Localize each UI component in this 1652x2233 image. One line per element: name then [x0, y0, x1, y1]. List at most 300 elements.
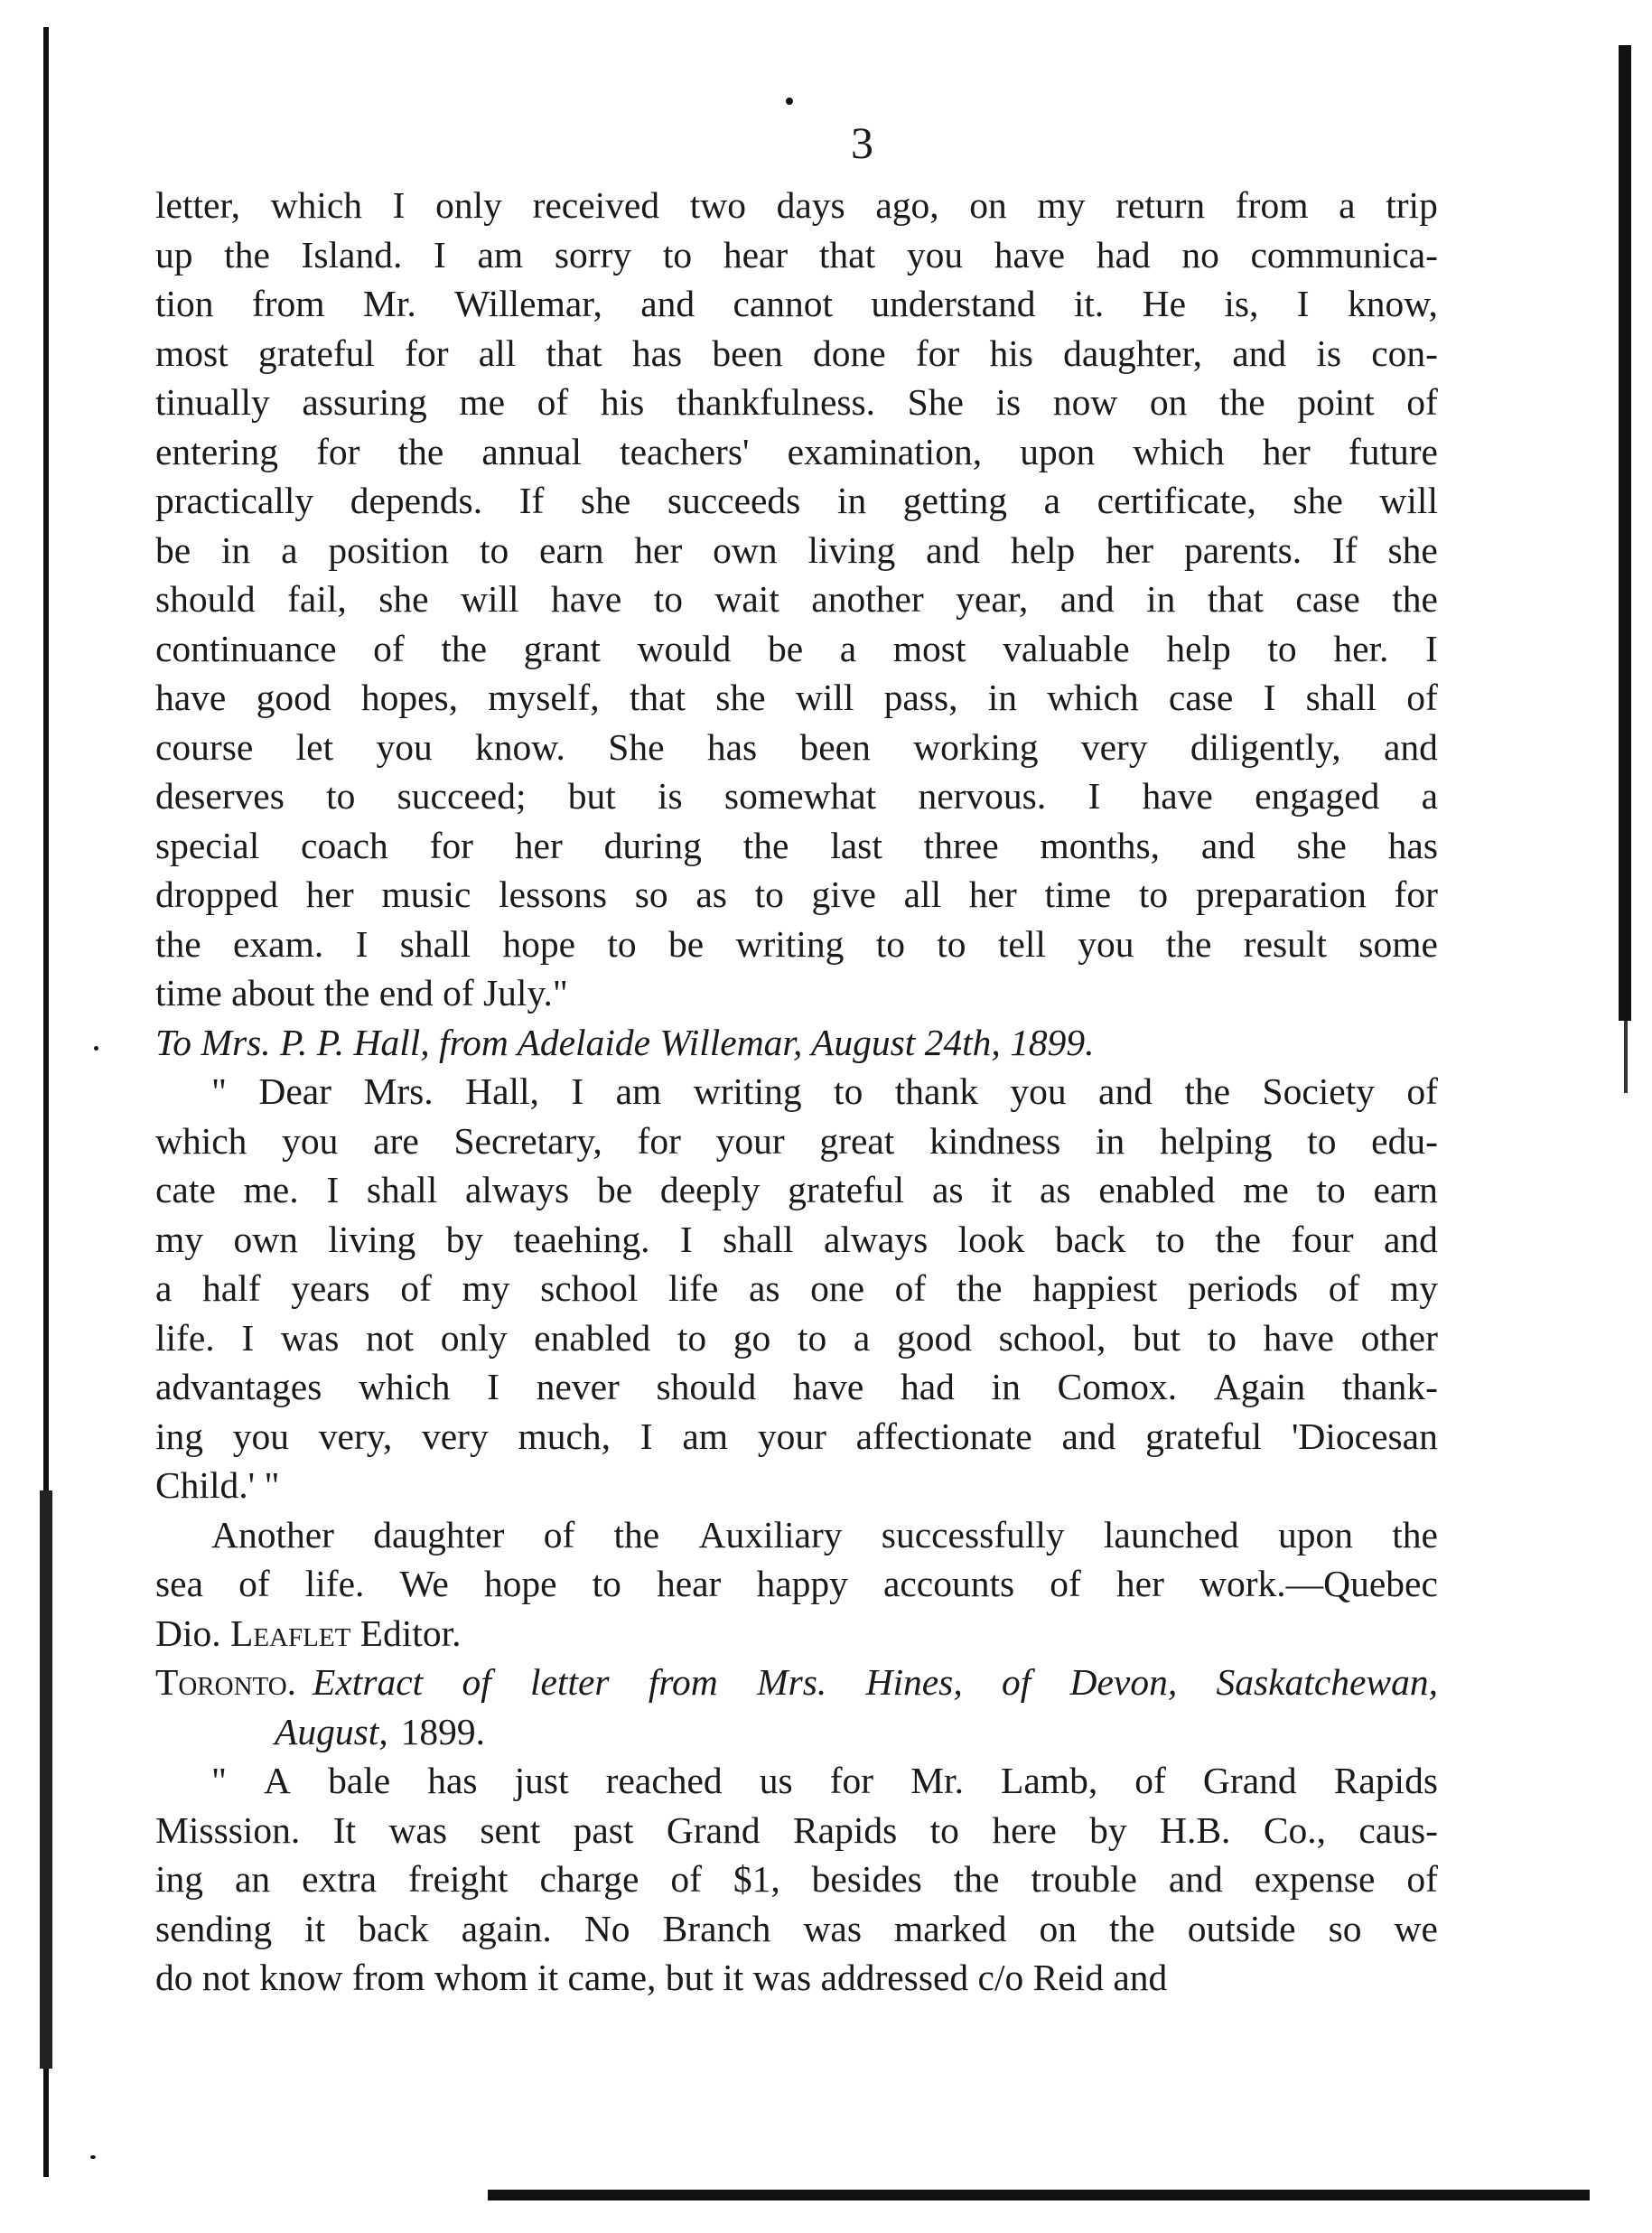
word: his: [989, 332, 1033, 374]
word: help: [1166, 627, 1231, 669]
word: diligently,: [1190, 725, 1341, 768]
word: He: [1142, 283, 1187, 324]
word: earn: [539, 528, 604, 571]
word: and: [1059, 578, 1115, 620]
word: case: [1168, 677, 1234, 718]
word: very: [421, 1415, 489, 1457]
word: I: [639, 1415, 653, 1457]
heading-place: Toronto.: [155, 1661, 297, 1703]
word: of: [373, 627, 405, 669]
word: to: [479, 528, 509, 571]
word: hope: [483, 1563, 557, 1604]
word: grateful: [257, 332, 375, 374]
word: back: [1054, 1218, 1126, 1260]
word: is: [995, 381, 1022, 423]
word: by: [445, 1218, 484, 1260]
word: have: [155, 677, 227, 718]
word: will: [1379, 480, 1438, 521]
word: we: [1394, 1907, 1438, 1949]
word: another: [811, 578, 924, 620]
word: helping: [1159, 1119, 1273, 1162]
word: look: [957, 1218, 1025, 1260]
word: from: [251, 283, 325, 324]
word: No: [583, 1907, 630, 1949]
word: besides: [811, 1858, 922, 1900]
word: cannot: [733, 283, 834, 324]
word: kindness: [929, 1119, 1061, 1162]
word: pass,: [883, 677, 958, 718]
word: coach: [301, 824, 388, 866]
word: reached: [605, 1760, 723, 1801]
word: work.—Quebec: [1199, 1563, 1438, 1604]
word: special: [155, 824, 260, 866]
word: Mrs.: [363, 1070, 434, 1112]
word: happy: [756, 1563, 848, 1604]
letter-heading-date: [155, 1707, 1438, 1757]
word: me: [459, 381, 506, 423]
word: four: [1291, 1218, 1354, 1260]
word: are: [373, 1119, 419, 1162]
word: living: [807, 528, 896, 571]
word: deeply: [659, 1169, 761, 1210]
word: ing: [155, 1415, 204, 1457]
word: It: [332, 1808, 357, 1851]
body-text: [155, 181, 1438, 2003]
word: the: [1108, 1907, 1155, 1949]
word: expense: [1254, 1858, 1376, 1900]
word: but: [567, 775, 616, 817]
word: the: [155, 922, 201, 965]
word: the: [1219, 381, 1265, 423]
text-line: [155, 1313, 1438, 1363]
word: was: [803, 1907, 862, 1949]
word: half: [202, 1267, 261, 1309]
word: some: [1358, 922, 1438, 965]
word: Grand: [1202, 1760, 1297, 1801]
word: launched: [1103, 1513, 1239, 1556]
text-line: [155, 1264, 1438, 1313]
word: She: [608, 725, 665, 768]
word: Society: [1262, 1070, 1375, 1112]
word: sending: [155, 1907, 273, 1949]
word: to: [929, 1808, 959, 1851]
word: point: [1297, 381, 1375, 423]
word: been: [799, 725, 871, 768]
scan-edge-bottom: [488, 2190, 1590, 2200]
word: of: [543, 1513, 575, 1556]
word: Dear: [258, 1070, 332, 1112]
word: periods: [1188, 1267, 1299, 1309]
word: to: [754, 874, 784, 915]
word: exam.: [233, 922, 324, 965]
word: an: [234, 1858, 271, 1900]
word: succeed;: [397, 775, 527, 817]
word: have: [550, 578, 622, 620]
text-line: [155, 624, 1438, 674]
word: in: [221, 528, 251, 571]
word: letter,: [155, 184, 240, 226]
word: for: [1394, 874, 1438, 915]
word: year,: [956, 578, 1029, 620]
word: thank-: [1341, 1366, 1438, 1407]
word: all: [903, 874, 942, 915]
leaflet-smallcaps: Leaflet: [230, 1612, 351, 1654]
word: of: [1406, 1858, 1438, 1900]
word: of: [462, 1661, 491, 1703]
word: I: [571, 1070, 584, 1112]
word: on: [969, 184, 1007, 226]
word: is: [1316, 332, 1341, 374]
word: the: [1165, 922, 1212, 965]
word: has: [1387, 824, 1438, 866]
word: months,: [1040, 824, 1161, 866]
word: to: [592, 1563, 621, 1604]
word: have: [1142, 775, 1213, 817]
word: I: [1087, 775, 1101, 817]
word: Willemar,: [454, 283, 602, 324]
word: will: [795, 677, 854, 718]
word: course: [155, 725, 254, 768]
scan-edge-right: [1619, 45, 1631, 1021]
word: of: [1406, 677, 1438, 718]
page-number: 3: [851, 117, 873, 168]
word: always: [823, 1218, 929, 1260]
word: caus-: [1358, 1808, 1438, 1851]
scan-speck: [786, 98, 793, 105]
word: to: [937, 922, 966, 965]
word: position: [328, 528, 450, 571]
text-line: [155, 279, 1438, 329]
word: was: [280, 1316, 340, 1359]
word: most: [892, 627, 966, 669]
word: Island.: [301, 233, 403, 276]
word: up: [155, 233, 193, 276]
word: shall: [1305, 677, 1377, 718]
word: Hines,: [865, 1661, 963, 1703]
word: give: [811, 874, 876, 915]
word: Another: [211, 1513, 334, 1556]
word: grateful: [788, 1169, 905, 1210]
word: of: [1328, 1267, 1360, 1309]
word: me.: [243, 1169, 299, 1210]
word: upon: [1277, 1513, 1353, 1556]
word: succeeds: [667, 480, 801, 521]
word: deserves: [155, 775, 285, 817]
word: freight: [407, 1858, 509, 1900]
word: Again: [1213, 1366, 1306, 1407]
word: living: [328, 1218, 416, 1260]
word: me: [1243, 1169, 1289, 1210]
word: always: [464, 1169, 570, 1210]
text-line: [155, 723, 1438, 772]
scan-speck: [94, 1046, 98, 1051]
scan-edge-right-lower: [1624, 1021, 1628, 1093]
word: to: [677, 1316, 707, 1359]
word: her.: [1333, 627, 1389, 669]
text-line: [155, 870, 1438, 920]
word: a: [1421, 775, 1438, 817]
word: is: [658, 775, 683, 817]
word: you: [906, 233, 964, 276]
word: one: [810, 1267, 865, 1309]
text-line: [155, 920, 1438, 969]
word: bale: [328, 1760, 391, 1801]
word: case: [1295, 578, 1360, 620]
text-line: [155, 378, 1438, 427]
word: life.: [155, 1316, 215, 1359]
word: assuring: [302, 381, 427, 423]
word: result: [1243, 922, 1327, 965]
word: Branch: [662, 1907, 771, 1949]
word: I: [392, 184, 406, 226]
word: go: [733, 1316, 771, 1359]
word: it: [991, 1169, 1013, 1210]
word: which: [359, 1366, 451, 1407]
word: as: [1040, 1169, 1071, 1210]
word: happiest: [1032, 1267, 1158, 1309]
text-line: [155, 1165, 1438, 1215]
word: my: [462, 1267, 510, 1309]
word: Secretary,: [453, 1119, 602, 1162]
word: communica-: [1250, 233, 1438, 276]
word: so: [634, 874, 668, 915]
text-line: [155, 1609, 1438, 1658]
word: preparation: [1195, 874, 1367, 915]
word: the: [1215, 1218, 1262, 1260]
word: somewhat: [723, 775, 877, 817]
word: the: [441, 627, 488, 669]
word: for: [915, 332, 960, 374]
word: upon: [1020, 430, 1096, 472]
word: hope: [502, 922, 576, 965]
text-line: [155, 1953, 1438, 2003]
word: now: [1052, 381, 1118, 423]
word: examination,: [787, 430, 983, 472]
word: school,: [998, 1316, 1106, 1359]
word: and: [1200, 824, 1255, 866]
text-line: [155, 230, 1438, 280]
word: extra: [302, 1858, 378, 1900]
word: be: [668, 922, 705, 965]
word: to: [875, 922, 905, 965]
word: H.B.: [1160, 1808, 1231, 1851]
word: the: [1184, 1070, 1231, 1112]
word: will: [460, 578, 519, 620]
word: on: [1149, 381, 1188, 423]
word: the: [613, 1513, 660, 1556]
word: all: [478, 332, 517, 374]
word: as: [695, 874, 727, 915]
word: school: [540, 1267, 639, 1309]
word: here: [992, 1808, 1057, 1851]
word: If: [1332, 528, 1358, 571]
word: should: [155, 578, 256, 620]
word: would: [637, 627, 732, 669]
word: for: [429, 824, 473, 866]
word: help: [1010, 528, 1076, 571]
word: earn: [1373, 1169, 1438, 1210]
word: continuance: [155, 627, 337, 669]
word: a: [1339, 184, 1356, 226]
word: shall: [366, 1169, 438, 1210]
word: no: [1181, 233, 1219, 276]
word: to: [1316, 1169, 1346, 1210]
word: If: [518, 480, 545, 521]
word: by: [1089, 1808, 1127, 1851]
text-line: [155, 673, 1438, 723]
text-line: [155, 968, 1438, 1018]
word: for: [637, 1119, 681, 1162]
word: daughter,: [1063, 332, 1202, 374]
word: own: [233, 1218, 298, 1260]
word: marked: [894, 1907, 1007, 1949]
word: which: [1133, 430, 1225, 472]
text-line: [155, 1412, 1438, 1462]
word: trip: [1386, 184, 1438, 226]
word: Misssion.: [155, 1808, 301, 1851]
word: a: [839, 627, 857, 669]
word: again.: [461, 1907, 552, 1949]
word: ": [211, 1070, 227, 1112]
word: successfully: [881, 1513, 1065, 1556]
word: return: [1115, 184, 1206, 226]
word: thank: [894, 1070, 978, 1112]
word: in: [987, 677, 1018, 718]
word: have: [792, 1366, 864, 1407]
word: I: [241, 1316, 255, 1359]
word: time: [1044, 874, 1112, 915]
word: should: [656, 1366, 757, 1407]
word: of: [670, 1858, 702, 1900]
word: getting: [902, 480, 1008, 521]
word: but: [1133, 1316, 1181, 1359]
text-line: [155, 329, 1438, 378]
word: a: [853, 1316, 871, 1359]
word: sorry: [554, 233, 632, 276]
word: valuable: [1003, 627, 1130, 669]
word: cate: [155, 1169, 216, 1210]
text-line: [155, 526, 1438, 575]
word: the: [953, 1858, 1000, 1900]
word: has: [427, 1760, 478, 1801]
word: the: [397, 430, 444, 472]
word: good: [256, 677, 331, 718]
word: I: [326, 1169, 340, 1210]
word: in: [1096, 1119, 1125, 1162]
word: sent: [480, 1808, 541, 1851]
word: you: [1078, 922, 1134, 965]
word: her: [305, 874, 354, 915]
word: Lamb,: [1001, 1760, 1098, 1801]
word: she: [715, 677, 766, 718]
word: she: [378, 578, 429, 620]
word: to: [662, 233, 693, 276]
text-line: [155, 1855, 1438, 1904]
word: has: [631, 332, 683, 374]
word: is,: [1224, 283, 1259, 324]
word: and: [1232, 332, 1287, 374]
word: $1,: [733, 1858, 780, 1900]
word: tion: [155, 283, 214, 324]
word: con-: [1371, 332, 1438, 374]
word: grant: [523, 627, 601, 669]
word: life.: [304, 1563, 365, 1604]
word: and: [1168, 1858, 1223, 1900]
word: let: [295, 725, 334, 768]
word: she: [1387, 528, 1438, 571]
word: ing: [155, 1858, 204, 1900]
word: to: [653, 578, 683, 620]
word: Extract: [313, 1661, 424, 1703]
word: of: [1050, 1563, 1081, 1604]
word: I: [434, 233, 446, 276]
word: understand: [871, 283, 1036, 324]
word: and: [640, 283, 695, 324]
word: her: [1115, 1563, 1164, 1604]
word: that: [1207, 578, 1264, 620]
word: am: [615, 1070, 662, 1112]
word: done: [812, 332, 886, 374]
word: ": [211, 1760, 227, 1801]
word: edu-: [1371, 1119, 1438, 1162]
line-text: time about the end of July.": [155, 972, 568, 1014]
word: be: [767, 627, 804, 669]
word: enabled: [534, 1316, 651, 1359]
word: life: [668, 1267, 719, 1309]
word: was: [388, 1808, 447, 1851]
word: and: [1061, 1415, 1116, 1457]
word: that: [629, 677, 686, 718]
scan-speck: [90, 2155, 96, 2159]
word: teaehing.: [513, 1218, 650, 1260]
word: she: [1296, 824, 1347, 866]
word: hopes,: [360, 677, 459, 718]
word: tell: [997, 922, 1046, 965]
word: only: [435, 184, 502, 226]
text-line: [155, 1904, 1438, 1954]
word: from: [1235, 184, 1309, 226]
word: and: [926, 528, 981, 571]
word: know.: [475, 725, 565, 768]
word: to: [326, 775, 356, 817]
word: future: [1348, 430, 1438, 472]
word: Grand: [666, 1808, 761, 1851]
word: in: [1146, 578, 1176, 620]
text-line: [155, 1756, 1438, 1806]
word: trouble: [1031, 1858, 1137, 1900]
word: her: [1262, 430, 1311, 472]
word: She: [907, 381, 964, 423]
word: of: [400, 1267, 432, 1309]
word: very: [1080, 725, 1148, 768]
word: of: [1001, 1661, 1031, 1703]
text-line: [155, 771, 1438, 821]
word: fail,: [287, 578, 347, 620]
word: lessons: [499, 874, 608, 915]
word: a: [281, 528, 298, 571]
word: I: [355, 922, 369, 965]
word: thankfulness.: [676, 381, 876, 423]
word: to: [1307, 1119, 1337, 1162]
word: to: [834, 1070, 863, 1112]
text-line: [155, 575, 1438, 624]
word: us: [759, 1760, 793, 1801]
word: affectionate: [855, 1415, 1032, 1457]
word: Mr.: [910, 1760, 964, 1801]
text-line: [155, 476, 1438, 526]
word: to: [1207, 1316, 1237, 1359]
word: she: [1293, 480, 1343, 521]
